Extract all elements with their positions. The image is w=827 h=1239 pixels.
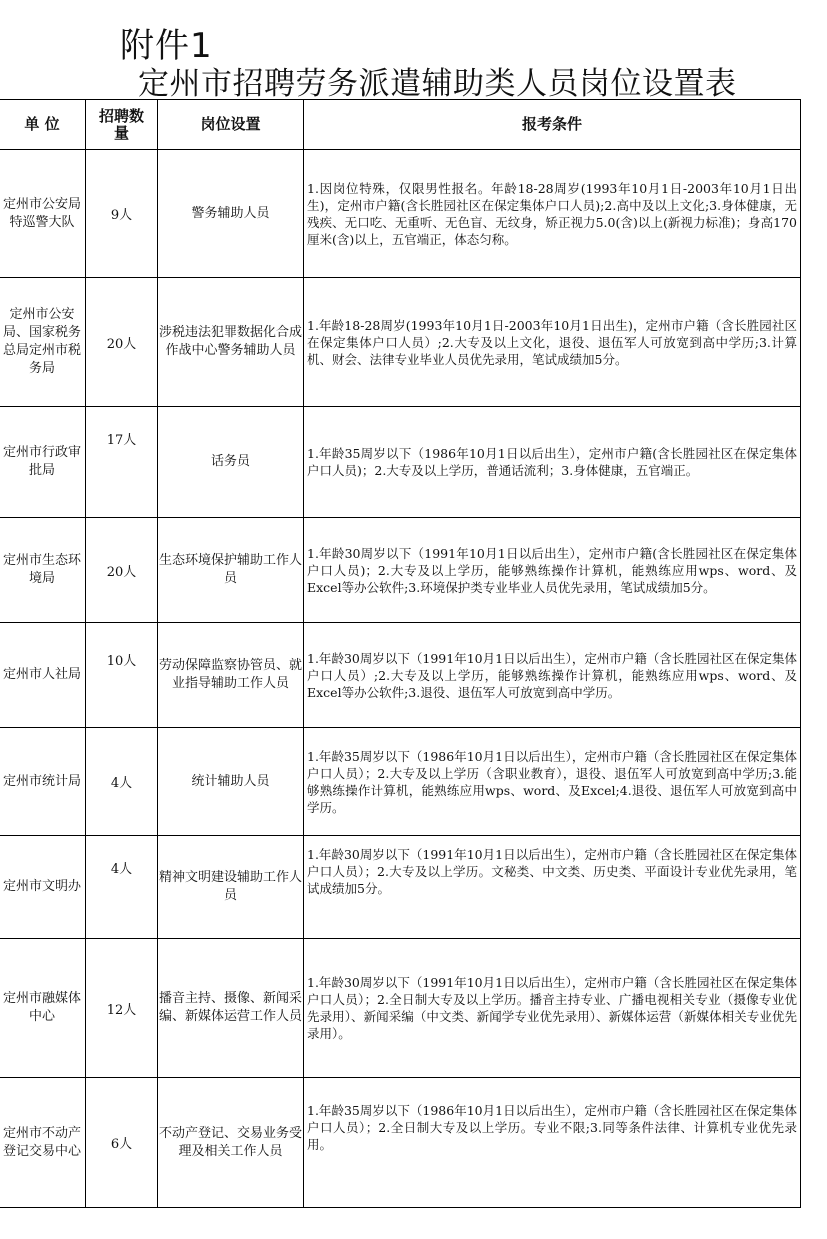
table-row [0, 150, 801, 278]
requirements-cell: 1.年龄30周岁以下（1991年10月1日以后出生），定州市户籍（含长胜园社区在保定集体户口人员）；2.大专及以上学历。文秘类、中文类、历史类、平面设计专业优先录用，笔试成绩加5分。 [304, 836, 801, 939]
document-title: 定州市招聘劳务派遣辅助类人员岗位设置表 [138, 66, 737, 102]
position-cell: 生态环境保护辅助工作人员 [158, 518, 304, 623]
unit-cell: 定州市生态环境局 [0, 518, 86, 623]
unit-cell: 定州市统计局 [0, 728, 86, 836]
positions-table [0, 99, 801, 1208]
requirements-cell: 1.年龄30周岁以下（1991年10月1日以后出生），定州市户籍（含长胜园社区在保定集体户口人员）;2.大专及以上学历，能够熟练操作计算机，能熟练应用wps、word、及Excel等办公软件;3.退役、退伍军人可放宽到高中学历。 [304, 623, 801, 728]
table-row [0, 278, 801, 407]
unit-cell: 定州市不动产登记交易中心 [0, 1078, 86, 1208]
position-cell: 警务辅助人员 [158, 150, 304, 278]
count-cell: 17人 [86, 407, 158, 518]
column-header-unit: 单 位 [0, 100, 86, 150]
position-cell: 播音主持、摄像、新闻采编、新媒体运营工作人员 [158, 939, 304, 1078]
column-header-count: 招聘数量 [86, 100, 158, 150]
position-cell: 话务员 [158, 407, 304, 518]
count-cell: 20人 [86, 278, 158, 407]
count-cell: 6人 [86, 1078, 158, 1208]
position-cell: 精神文明建设辅助工作人员 [158, 836, 304, 939]
requirements-cell: 1.年龄35周岁以下（1986年10月1日以后出生），定州市户籍（含长胜园社区在保定集体户口人员）；2.全日制大专及以上学历。专业不限;3.同等条件法律、计算机专业优先录用。 [304, 1078, 801, 1208]
unit-cell: 定州市人社局 [0, 623, 86, 728]
attachment-label: 附件1 [120, 26, 213, 66]
count-cell: 12人 [86, 939, 158, 1078]
requirements-cell: 1.年龄30周岁以下（1991年10月1日以后出生），定州市户籍(含长胜园社区在保定集体户口人员)；2.大专及以上学历，能够熟练操作计算机，能熟练应用wps、word、及Excel等办公软件;3.环境保护类专业毕业人员优先录用，笔试成绩加5分。 [304, 518, 801, 623]
unit-cell: 定州市文明办 [0, 836, 86, 939]
requirements-cell: 1.年龄35周岁以下（1986年10月1日以后出生），定州市户籍（含长胜园社区在保定集体户口人员）；2.大专及以上学历（含职业教育），退役、退伍军人可放宽到高中学历;3.能够熟练操作计算机，能熟练应用wps、word、及Excel;4.退役、退伍军人可放宽到高中学历。 [304, 728, 801, 836]
column-header-position: 岗位设置 [158, 100, 304, 150]
requirements-cell: 1.因岗位特殊，仅限男性报名。年龄18-28周岁(1993年10月1日-2003年10月1日出生)，定州市户籍(含长胜园社区在保定集体户口人员);2.高中及以上文化;3.身体健康，无残疾、无口吃、无重听、无色盲、无纹身，矫正视力5.0(含)以上(新视力标准)；身高170厘米(含)以上，五官端正，体态匀称。 [304, 150, 801, 278]
table-row [0, 407, 801, 518]
table-header-row [0, 100, 801, 150]
requirements-cell: 1.年龄35周岁以下（1986年10月1日以后出生），定州市户籍(含长胜园社区在保定集体户口人员)；2.大专及以上学历，普通话流利；3.身体健康，五官端正。 [304, 407, 801, 518]
table-row [0, 728, 801, 836]
table-row [0, 836, 801, 939]
requirements-cell: 1.年龄18-28周岁(1993年10月1日-2003年10月1日出生)，定州市户籍（含长胜园社区在保定集体户口人员）;2.大专及以上文化，退役、退伍军人可放宽到高中学历;3.计算机、财会、法律专业毕业人员优先录用，笔试成绩加5分。 [304, 278, 801, 407]
requirements-cell: 1.年龄30周岁以下（1991年10月1日以后出生），定州市户籍（含长胜园社区在保定集体户口人员）；2.全日制大专及以上学历。播音主持专业、广播电视相关专业（摄像专业优先录用）、新闻采编（中文类、新闻学专业优先录用）、新媒体运营（新媒体相关专业优先录用）。 [304, 939, 801, 1078]
count-cell: 9人 [86, 150, 158, 278]
unit-cell: 定州市公安局特巡警大队 [0, 150, 86, 278]
unit-cell: 定州市公安局、国家税务总局定州市税务局 [0, 278, 86, 407]
count-cell: 10人 [86, 623, 158, 728]
position-cell: 统计辅助人员 [158, 728, 304, 836]
count-cell: 4人 [86, 836, 158, 939]
table-row [0, 939, 801, 1078]
table-row [0, 1078, 801, 1208]
position-cell: 劳动保障监察协管员、就业指导辅助工作人员 [158, 623, 304, 728]
position-cell: 不动产登记、交易业务受理及相关工作人员 [158, 1078, 304, 1208]
count-cell: 4人 [86, 728, 158, 836]
table-row [0, 518, 801, 623]
position-cell: 涉税违法犯罪数据化合成作战中心警务辅助人员 [158, 278, 304, 407]
unit-cell: 定州市融媒体中心 [0, 939, 86, 1078]
column-header-requirements: 报考条件 [304, 100, 801, 150]
count-cell: 20人 [86, 518, 158, 623]
table-row [0, 623, 801, 728]
unit-cell: 定州市行政审批局 [0, 407, 86, 518]
